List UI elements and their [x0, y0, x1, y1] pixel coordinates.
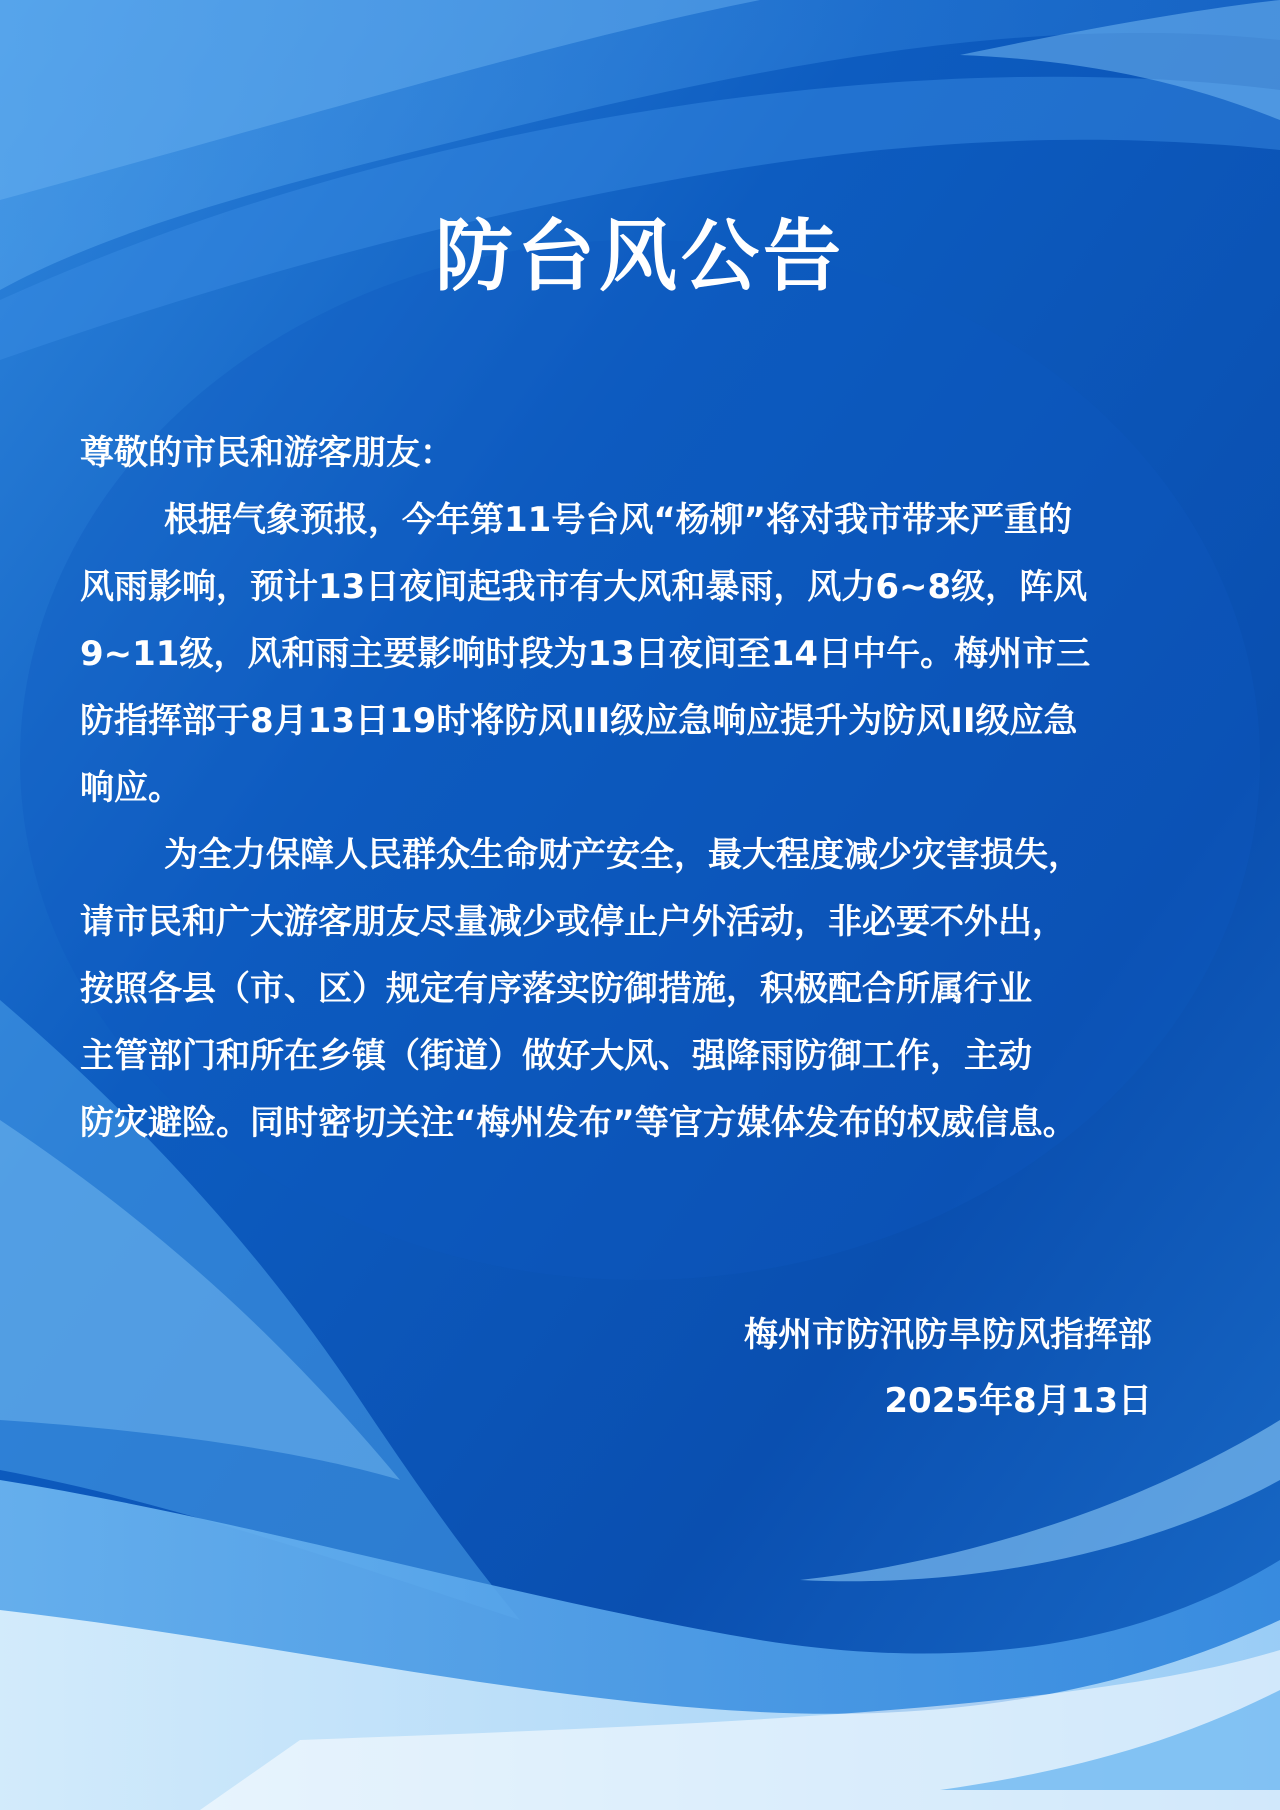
signature-organization: 梅州市防汛防旱防风指挥部	[744, 1315, 1152, 1355]
paragraph-line: 根据气象预报，今年第11号台风“杨柳”将对我市带来严重的	[164, 500, 1073, 540]
paragraph-line: 响应。	[80, 768, 182, 808]
paragraph-line: 按照各县（市、区）规定有序落实防御措施，积极配合所属行业	[80, 969, 1032, 1009]
paragraph-line: 主管部门和所在乡镇（街道）做好大风、强降雨防御工作，主动	[80, 1036, 1032, 1076]
paragraph-line: 防指挥部于8月13日19时将防风III级应急响应提升为防风II级应急	[80, 701, 1078, 741]
salutation: 尊敬的市民和游客朋友：	[80, 433, 454, 473]
paragraph-advice	[80, 822, 1230, 1157]
paragraph-line: 为全力保障人民群众生命财产安全，最大程度减少灾害损失，	[164, 835, 1082, 875]
paragraph-line: 防灾避险。同时密切关注“梅州发布”等官方媒体发布的权威信息。	[80, 1103, 1077, 1143]
paragraph-line: 风雨影响，预计13日夜间起我市有大风和暴雨，风力6~8级，阵风	[80, 567, 1088, 607]
paragraph-line: 请市民和广大游客朋友尽量减少或停止户外活动，非必要不外出，	[80, 902, 1066, 942]
signature-date: 2025年8月13日	[884, 1381, 1152, 1421]
paragraph-line: 9~11级，风和雨主要影响时段为13日夜间至14日中午。梅州市三	[80, 634, 1091, 674]
paragraph-forecast	[80, 487, 1230, 822]
notice-body	[80, 420, 1230, 1157]
notice-title: 防台风公告	[434, 212, 845, 302]
